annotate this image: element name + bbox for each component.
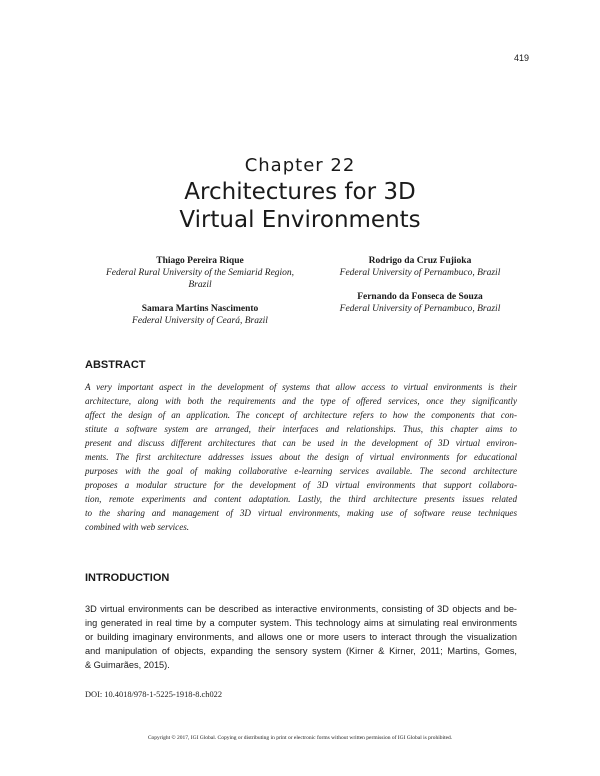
abstract-line: ments. The first architecture addresses issues about the design of virtual environments for educational bbox=[85, 452, 517, 462]
author-name: Rodrigo da Cruz Fujioka bbox=[368, 256, 472, 266]
abstract-line: architecture, along with both the requirements and the type of offered services, once they significantly bbox=[85, 396, 517, 406]
author-affiliation: Federal University of Pernambuco, Brazil bbox=[339, 268, 501, 278]
introduction-line: or building imaginary environments, and allows one or more users to interact through the visualization bbox=[85, 632, 517, 642]
abstract-heading: ABSTRACT bbox=[85, 359, 146, 371]
abstract-line: present and discuss different architectures that can be used in the development of 3D virtual environ- bbox=[85, 438, 517, 448]
author-affiliation: Federal University of Pernambuco, Brazil bbox=[339, 304, 501, 314]
introduction-line: and manipulation of objects, expanding the sensory system (Kirner & Kirner, 2011; Martins, Gomes, bbox=[85, 646, 517, 656]
chapter-title bbox=[0, 178, 600, 234]
abstract-line: purposes with the goal of making collaborative e-learning services available. The second architecture bbox=[85, 466, 517, 476]
title-line: Virtual Environments bbox=[179, 207, 421, 233]
introduction-line: 3D virtual environments can be described as interactive environments, consisting of 3D objects and be- bbox=[85, 604, 517, 614]
author-affiliation: Brazil bbox=[188, 280, 212, 290]
author bbox=[85, 303, 315, 327]
author-affiliation: Federal Rural University of the Semiarid Region, bbox=[105, 268, 295, 278]
doi: DOI: 10.4018/978-1-5225-1918-8.ch022 bbox=[85, 690, 223, 699]
copyright-notice: Copyright © 2017, IGI Global. Copying or distributing in print or electronic forms without written permission of IGI Global is prohibited. bbox=[147, 735, 453, 741]
chapter-label: Chapter 22 bbox=[244, 155, 356, 176]
author-affiliation: Federal University of Ceará, Brazil bbox=[132, 316, 268, 326]
author bbox=[85, 255, 315, 291]
abstract-line: to the sharing and management of 3D virtual environments, making use of software reuse techniques bbox=[85, 508, 517, 518]
author-name: Thiago Pereira Rique bbox=[156, 256, 244, 266]
abstract-line: tion, remote experiments and content adaptation. Lastly, the third architecture presents issues related bbox=[85, 494, 517, 504]
introduction-line: & Guimarães, 2015). bbox=[85, 660, 170, 670]
abstract-text bbox=[85, 380, 517, 534]
author-name: Samara Martins Nascimento bbox=[141, 304, 259, 314]
abstract-line: affect the design of an application. The concept of architecture refers to how the components that con- bbox=[85, 410, 517, 420]
author-name: Fernando da Fonseca de Souza bbox=[357, 292, 483, 302]
abstract-line: proposes a modular structure for the development of 3D virtual environments that support collabora- bbox=[85, 480, 517, 490]
introduction-text bbox=[85, 602, 517, 672]
page-number: 419 bbox=[513, 53, 529, 63]
abstract-line: A very important aspect in the development of systems that allow access to virtual environments is their bbox=[85, 382, 517, 392]
title-line: Architectures for 3D bbox=[184, 179, 416, 205]
author bbox=[320, 291, 520, 315]
abstract-line: combined with web services. bbox=[85, 522, 190, 532]
introduction-heading: INTRODUCTION bbox=[85, 572, 170, 584]
introduction-line: ing generated in real time by a computer system. This technology aims at simulating real environments bbox=[85, 618, 517, 628]
abstract-line: stitute a software system are arranged, their interfaces and relationships. Thus, this chapter aims to bbox=[85, 424, 517, 434]
author bbox=[320, 255, 520, 279]
